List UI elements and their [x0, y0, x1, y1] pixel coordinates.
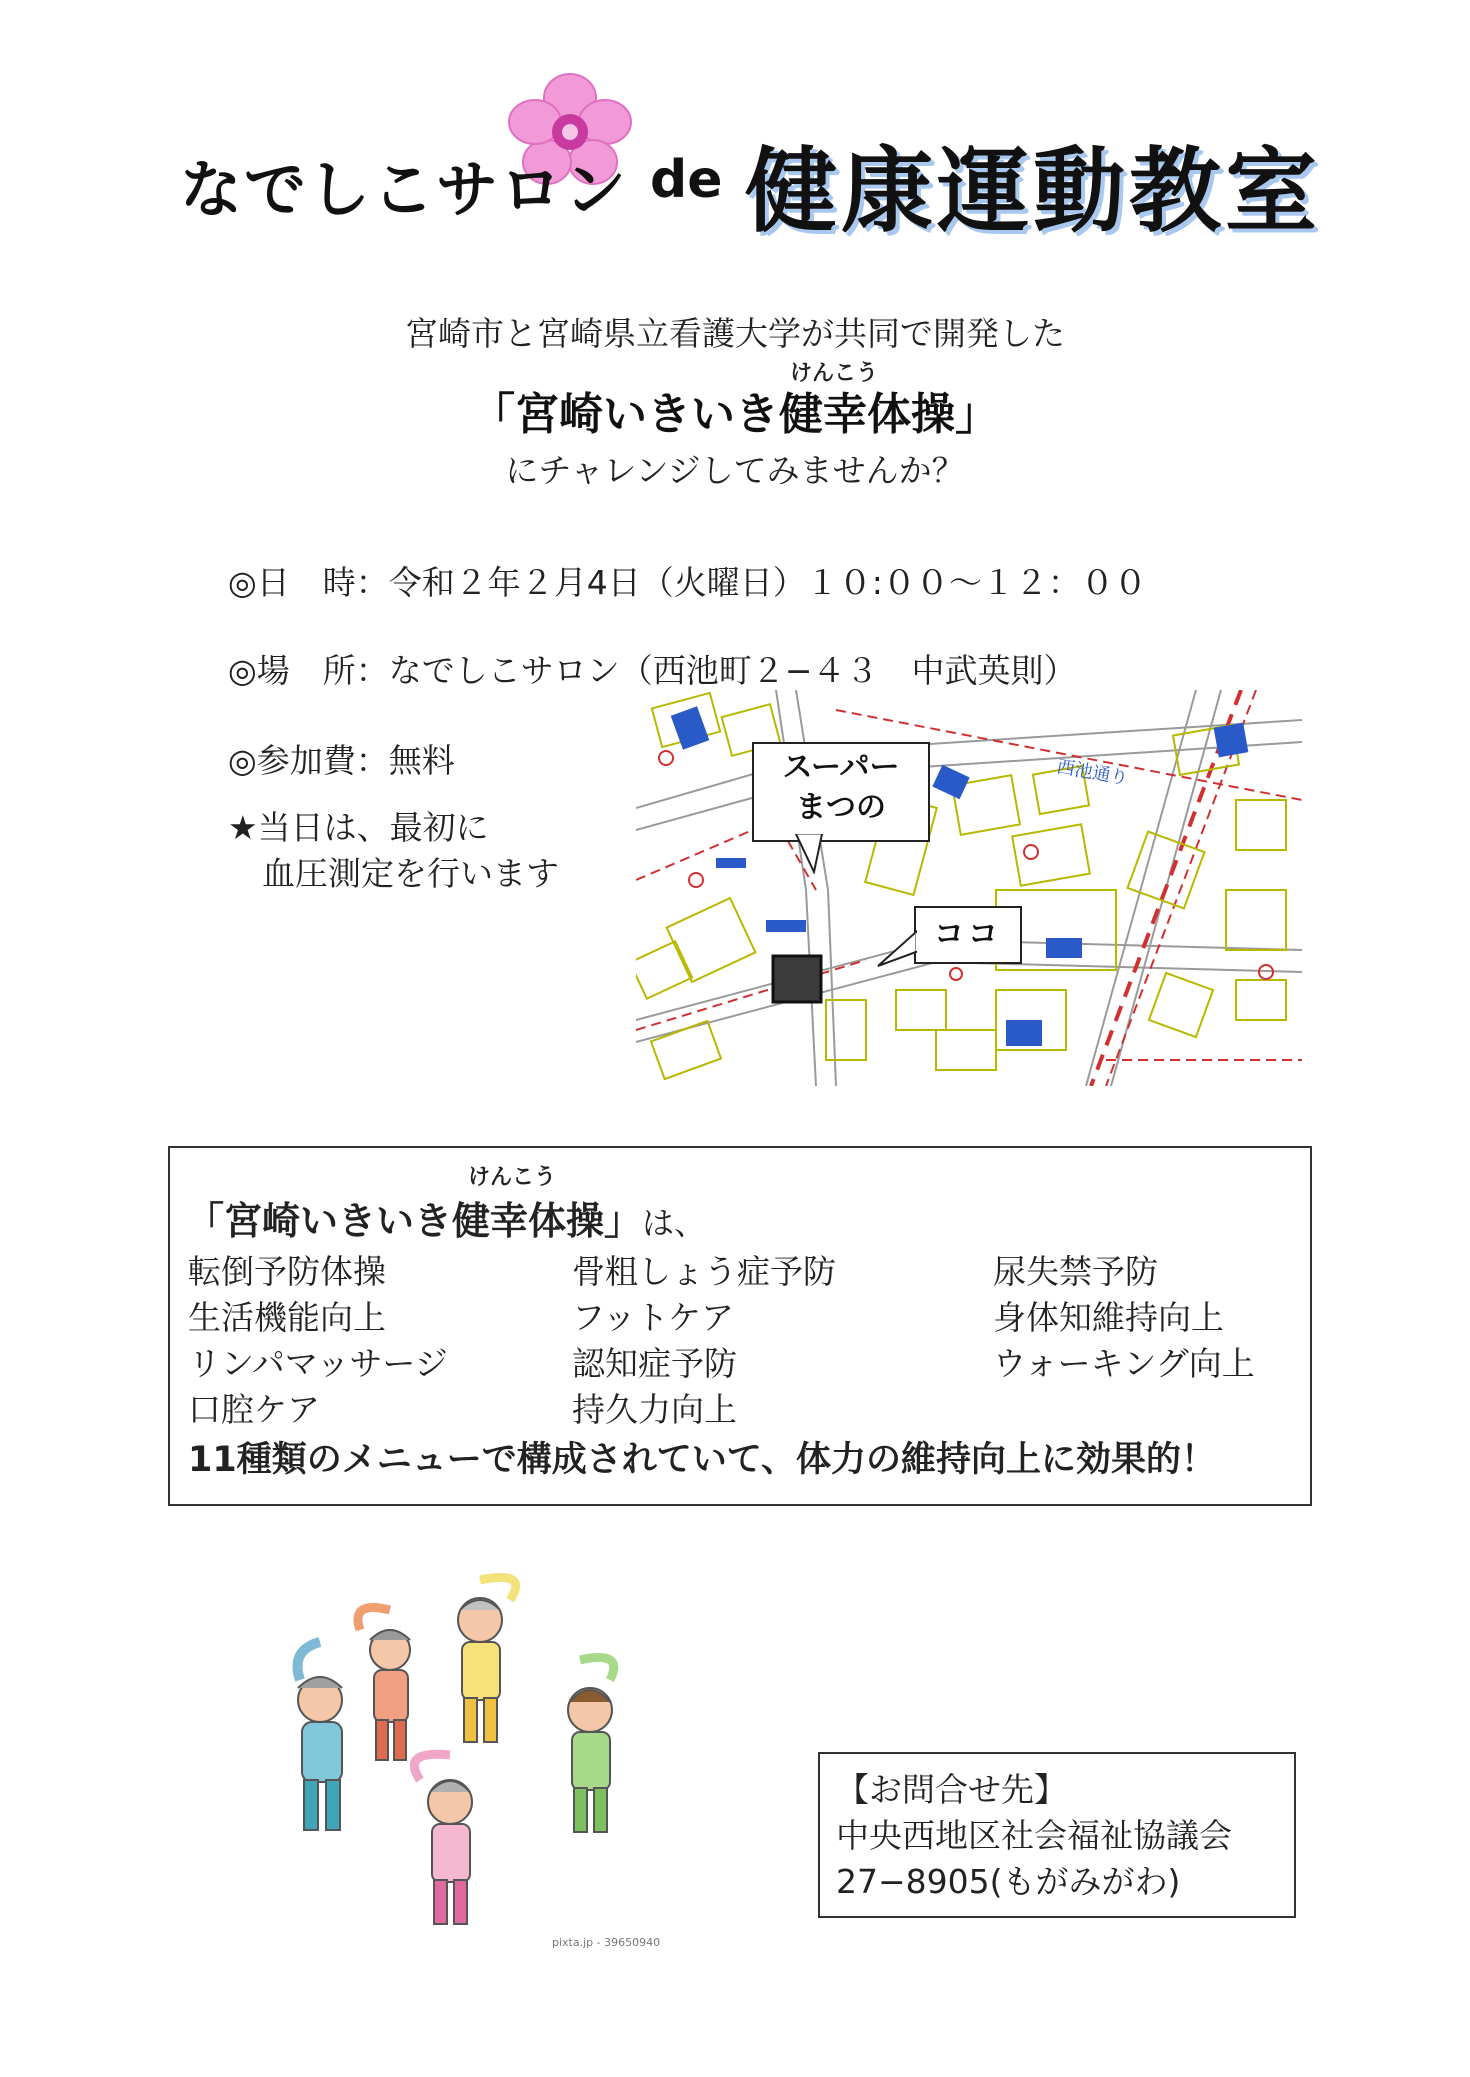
menu-item: 転倒予防体操	[188, 1252, 386, 1291]
title-de: de	[650, 150, 723, 210]
contact-organization: 中央西地区社会福祉協議会	[836, 1816, 1232, 1855]
menu-box-exercise-name: 「宮崎いきいき健幸体操」	[186, 1199, 643, 1243]
callout-super-line-2: まつの	[796, 790, 886, 825]
menu-box-ruby-kenko: けんこう	[468, 1165, 557, 1190]
contact-label: 【お問合せ先】	[836, 1770, 1067, 1809]
menu-item: 尿失禁予防	[993, 1252, 1158, 1291]
intro-ruby-kenko: けんこう	[790, 361, 879, 386]
menu-item: ウォーキング向上	[993, 1344, 1255, 1383]
menu-item: 生活機能向上	[188, 1298, 386, 1337]
location-map	[636, 690, 1302, 1086]
menu-box-title	[186, 1190, 706, 1245]
intro-line-3: にチャレンジしてみませんか？	[505, 451, 965, 490]
menu-item: 口腔ケア	[188, 1390, 320, 1429]
map-callout-supermarket	[752, 742, 930, 842]
callout-koko-pointer	[876, 930, 918, 970]
map-callout-here: ココ	[914, 906, 1022, 964]
menu-item: 骨粗しょう症予防	[572, 1252, 836, 1291]
contact-phone: 27−8905(もがみがわ)	[836, 1862, 1181, 1901]
title-kenko-undo-kyoshitsu: 健康運動教室	[745, 138, 1322, 245]
map-street-label: 西池通り	[1055, 756, 1130, 790]
event-place: ◎場 所：なでしこサロン（西池町２−４３ 中武英則）	[228, 651, 1077, 690]
exercise-group-illustration	[280, 1570, 680, 1950]
event-fee: ◎参加費：無料	[228, 741, 455, 780]
intro-line-1: 宮崎市と宮崎県立看護大学が共同で開発した	[405, 314, 1065, 353]
intro-exercise-name: 「宮崎いきいき健幸体操」	[471, 389, 999, 440]
menu-item: リンパマッサージ	[188, 1344, 448, 1383]
contact-box	[818, 1752, 1296, 1918]
event-date: ◎日 時：令和２年２月4日（火曜日）１０:００〜１２：００	[228, 563, 1147, 602]
event-note-line-1: ★当日は、最初に	[228, 808, 489, 847]
callout-pointer	[792, 834, 832, 874]
event-note-line-2: 血圧測定を行います	[262, 854, 559, 893]
menu-item: 持久力向上	[572, 1390, 737, 1429]
title-nadeshiko-salon: なでしこサロン	[180, 153, 629, 226]
menu-box-summary: 11種類のメニューで構成されていて、体力の維持向上に効果的！	[188, 1440, 1217, 1480]
callout-super-line-1: スーパー	[782, 750, 900, 785]
menu-item: フットケア	[572, 1298, 735, 1337]
illustration-credit: pixta.jp - 39650940	[552, 1936, 661, 1949]
menu-item: 認知症予防	[572, 1344, 737, 1383]
menu-item: 身体知維持向上	[993, 1298, 1224, 1337]
menu-box-title-suffix: は、	[642, 1204, 707, 1242]
